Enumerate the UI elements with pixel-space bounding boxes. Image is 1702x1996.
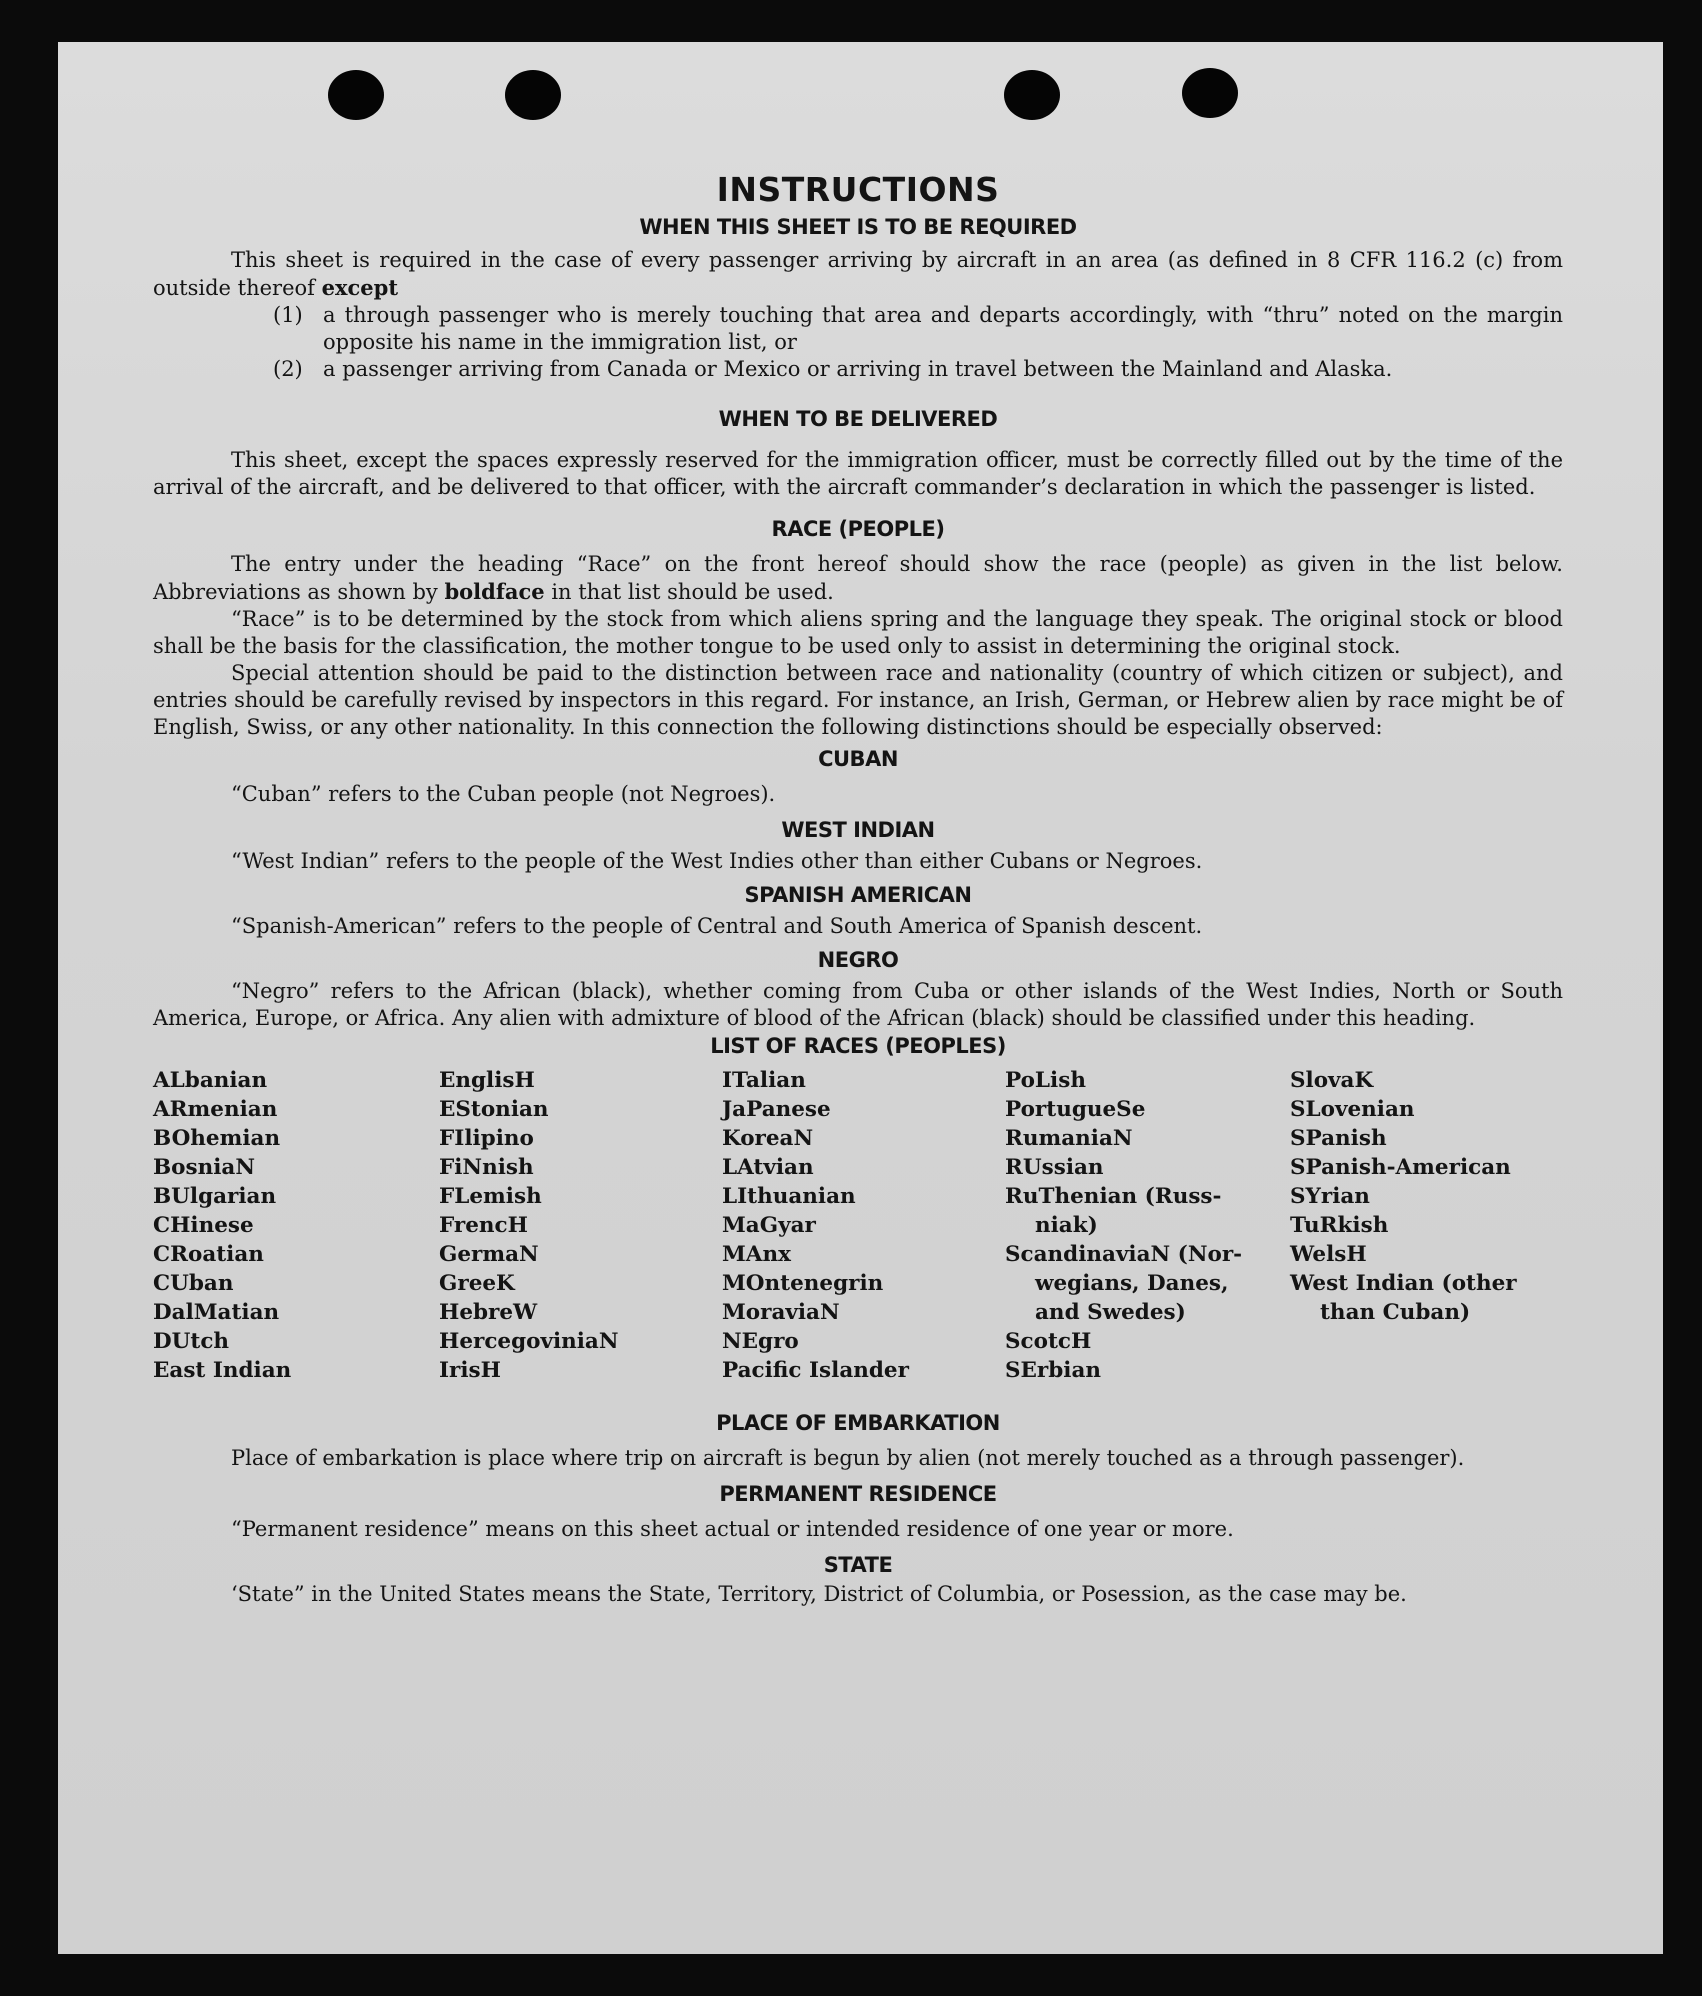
heading-when-required: WHEN THIS SHEET IS TO BE REQUIRED	[639, 215, 1077, 239]
race-entry: CUban	[153, 1271, 234, 1296]
race-entry: East Indian	[153, 1358, 292, 1383]
heading-state: STATE	[823, 1553, 893, 1577]
race-entry: SErbian	[1005, 1358, 1102, 1383]
residence-text: “Permanent residence” means on this sheet actual or intended residence of one year or more.	[231, 1517, 1234, 1541]
race-entry: IrisH	[439, 1358, 501, 1383]
heading-when-delivered: WHEN TO BE DELIVERED	[718, 407, 998, 431]
race-entry: ITalian	[722, 1068, 806, 1093]
race-entry: ScotcH	[1005, 1329, 1092, 1354]
race-paragraph: Special attention should be paid to the distinction between race and nationality (country of which citizen or subject), and entries should be carefully revised by inspectors in this regard. For instance, an Irish, German, or Hebrew alien by race might be of English, Swiss, or any other nationality. In this connection the following distinctions should be especially observed:	[153, 661, 1563, 739]
race-entry: FrencH	[439, 1213, 528, 1238]
race-entry: FiNnish	[439, 1155, 534, 1180]
race-entry: Pacific Islander	[722, 1358, 909, 1383]
punch-hole	[1004, 70, 1060, 120]
heading-race: RACE (PEOPLE)	[771, 517, 945, 541]
race-entry: PoLish	[1005, 1068, 1086, 1093]
west-indian-text: “West Indian” refers to the people of the West Indies other than either Cubans or Negroes.	[231, 849, 1203, 873]
race-entry: PortugueSe	[1005, 1097, 1146, 1122]
heading-cuban: CUBAN	[818, 747, 898, 771]
race-entry: SLovenian	[1290, 1097, 1415, 1122]
race-entry: TuRkish	[1290, 1213, 1389, 1238]
heading-west-indian: WEST INDIAN	[781, 818, 935, 842]
race-entry: niak)	[1035, 1213, 1098, 1238]
races-column	[1290, 1066, 1560, 1385]
race-entry: BUlgarian	[153, 1184, 277, 1209]
race-entry: DUtch	[153, 1329, 230, 1354]
race-entry: HercegoviniaN	[439, 1329, 619, 1354]
race-entry: HebreW	[439, 1300, 538, 1325]
punch-hole	[505, 70, 561, 120]
embarkation-text: Place of embarkation is place where trip on aircraft is begun by alien (not merely touched as a through passenger).	[231, 1446, 1465, 1470]
punch-hole	[1182, 68, 1238, 118]
race-entry: NEgro	[722, 1329, 799, 1354]
exception-list	[153, 302, 1563, 383]
heading-embarkation: PLACE OF EMBARKATION	[716, 1411, 1000, 1435]
race-entry: GreeK	[439, 1271, 515, 1296]
exception-item: (2) a passenger arriving from Canada or Mexico or arriving in travel between the Mainland and Alaska.	[273, 357, 1393, 381]
race-entry: FIlipino	[439, 1126, 534, 1151]
race-entry: SPanish	[1290, 1126, 1387, 1151]
race-entry: FLemish	[439, 1184, 542, 1209]
heading-list-of-races: LIST OF RACES (PEOPLES)	[710, 1034, 1006, 1058]
race-entry: RumaniaN	[1005, 1126, 1133, 1151]
races-column	[439, 1066, 722, 1385]
race-entry: SPanish-American	[1290, 1155, 1511, 1180]
race-entry: WelsH	[1290, 1242, 1367, 1267]
state-text: ‘State” in the United States means the State, Territory, District of Columbia, or Posession, as the case may be.	[231, 1582, 1407, 1606]
race-entry: ARmenian	[153, 1097, 278, 1122]
page-title: INSTRUCTIONS	[716, 170, 1000, 209]
races-column	[1005, 1066, 1290, 1385]
when-required-intro: This sheet is required in the case of every passenger arriving by aircraft in an area (as defined in 8 CFR 116.2 (c) from outside thereof except	[153, 248, 1563, 300]
race-entry: West Indian (other	[1290, 1271, 1517, 1296]
race-entry: MaGyar	[722, 1213, 816, 1238]
heading-permanent-residence: PERMANENT RESIDENCE	[719, 1482, 997, 1506]
race-entry: MOntenegrin	[722, 1271, 884, 1296]
cuban-text: “Cuban” refers to the Cuban people (not Negroes).	[231, 782, 776, 806]
races-list	[153, 1066, 1563, 1385]
exception-item: (1) a through passenger who is merely touching that area and departs accordingly, with “thru” noted on the margin opposite his name in the immigration list, or	[273, 303, 1563, 354]
instructions-text	[153, 170, 1563, 1608]
race-entry: GermaN	[439, 1242, 539, 1267]
race-entry: RuThenian (Russ-	[1005, 1184, 1222, 1209]
race-entry: ScandinaviaN (Nor-	[1005, 1242, 1243, 1267]
race-paragraph: “Race” is to be determined by the stock from which aliens spring and the language they speak. The original stock or blood shall be the basis for the classification, the mother tongue to be used only to assist in determining the original stock.	[153, 607, 1563, 658]
race-entry: LAtvian	[722, 1155, 814, 1180]
race-entry: BosniaN	[153, 1155, 255, 1180]
races-column	[153, 1066, 439, 1385]
race-entry: CHinese	[153, 1213, 254, 1238]
race-entry: EnglisH	[439, 1068, 535, 1093]
race-entry: ALbanian	[153, 1068, 268, 1093]
race-entry: JaPanese	[722, 1097, 831, 1122]
document-page	[58, 42, 1663, 1954]
negro-text: “Negro” refers to the African (black), whether coming from Cuba or other islands of the West Indies, North or South America, Europe, or Africa. Any alien with admixture of blood of the African (black) should be classified under this heading.	[153, 979, 1563, 1030]
race-entry: MAnx	[722, 1242, 791, 1267]
race-entry: wegians, Danes,	[1035, 1271, 1229, 1296]
when-delivered-text: This sheet, except the spaces expressly reserved for the immigration officer, must be correctly filled out by the time of the arrival of the aircraft, and be delivered to that officer, with the aircraft commander’s declaration in which the passenger is listed.	[153, 448, 1563, 499]
race-entry: BOhemian	[153, 1126, 281, 1151]
race-entry: LIthuanian	[722, 1184, 856, 1209]
race-entry: DalMatian	[153, 1300, 280, 1325]
race-entry: and Swedes)	[1035, 1300, 1186, 1325]
race-entry: SYrian	[1290, 1184, 1370, 1209]
spanish-american-text: “Spanish-American” refers to the people of Central and South America of Spanish descent.	[231, 914, 1203, 938]
race-entry: CRoatian	[153, 1242, 264, 1267]
races-column	[722, 1066, 1005, 1385]
race-entry: RUssian	[1005, 1155, 1104, 1180]
punch-hole	[328, 70, 384, 120]
race-paragraph: The entry under the heading “Race” on the front hereof should show the race (people) as given in the list below. Abbreviations as shown by boldface in that list should be used.	[153, 552, 1563, 604]
race-entry: MoraviaN	[722, 1300, 840, 1325]
race-entry: EStonian	[439, 1097, 549, 1122]
race-entry: SlovaK	[1290, 1068, 1374, 1093]
heading-spanish-american: SPANISH AMERICAN	[744, 883, 972, 907]
heading-negro: NEGRO	[817, 948, 899, 972]
race-entry: than Cuban)	[1320, 1300, 1471, 1325]
race-entry: KoreaN	[722, 1126, 814, 1151]
